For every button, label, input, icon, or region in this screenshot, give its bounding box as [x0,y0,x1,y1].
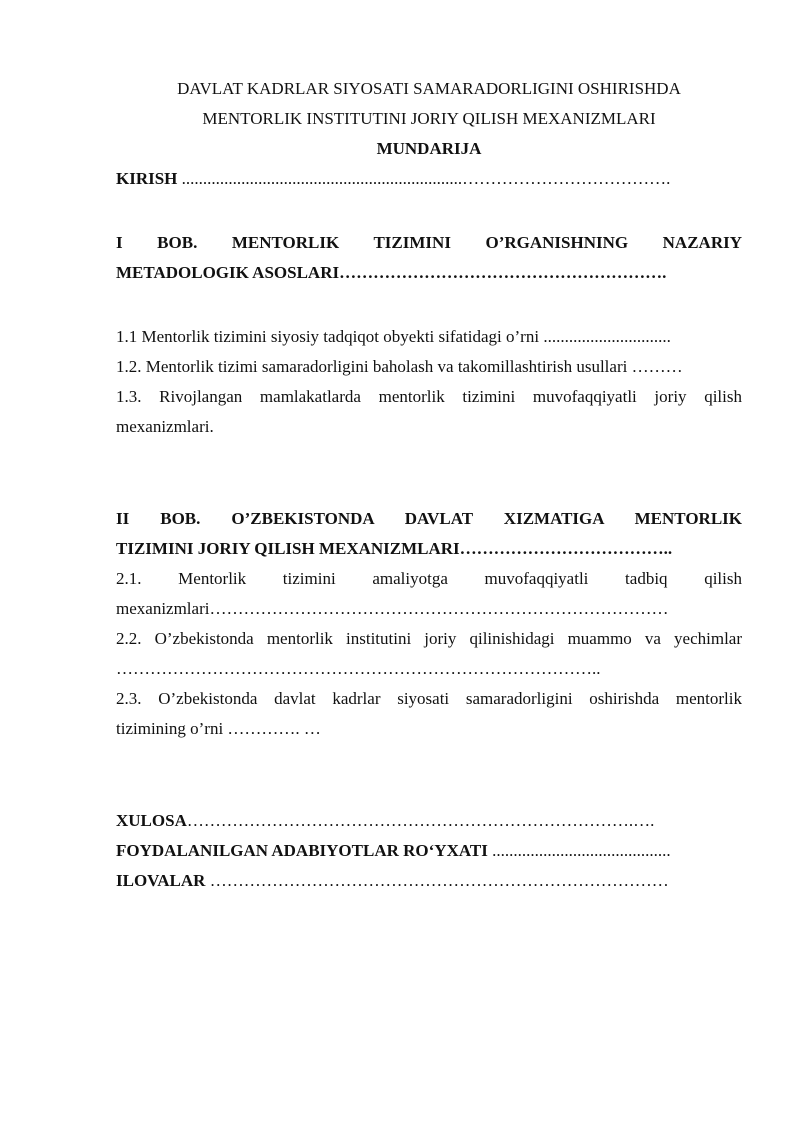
toc-entry-1-3-line-1: 1.3. Rivojlangan mamlakatlarda mentorlik tizimini muvofaqqiyatli joriy qilish [116,387,742,406]
toc-entry-2-2-line-1: 2.2. O’zbekistonda mentorlik institutini joriy qilinishidagi muammo va yechimlar [116,629,742,648]
toc-entry-2-3-line-2: tizimining o’rni …………. … [116,719,321,738]
toc-entry-intro[interactable] [116,164,742,194]
toc-entry-2-3[interactable] [116,684,742,744]
toc-entry-2-1-line-1: 2.1. Mentorlik tizimini amaliyotga muvofaqqiyatli tadbiq qilish [116,569,742,588]
toc-entry-2-3-line-1: 2.3. O’zbekistonda davlat kadrlar siyosati samaradorligini oshirishda mentorlik [116,689,742,708]
toc-entry-appendix[interactable] [116,866,742,896]
chapter-1-title-line-2: METADOLOGIK ASOSLARI…………………………………………………. [116,263,667,282]
appendix-leader: ……………………………………………………………………… [205,871,669,890]
document-title [116,74,742,164]
toc-entry-1-1[interactable]: 1.1 Mentorlik tizimini siyosiy tadqiqot obyekti sifatidagi o’rni .............................. [116,327,671,346]
chapter-2-title-line-1: II BOB. O’ZBEKISTONDA DAVLAT XIZMATIGA MENTORLIK [116,509,742,528]
chapter-1-title-line-1: I BOB. MENTORLIK TIZIMINI O’RGANISHNING NAZARIY [116,233,742,252]
toc-entry-2-2-line-2: ………………………………………………………………………….. [116,659,601,678]
intro-leader: ..................................................................………………………………. [177,169,671,188]
toc-entry-2-2[interactable] [116,624,742,684]
chapter-2-title-line-2: TIZIMINI JORIY QILISH MEXANIZMLARI……………………………….. [116,539,673,558]
toc-entry-references[interactable] [116,836,742,866]
toc-entry-2-1[interactable] [116,564,742,624]
intro-label: KIRISH [116,169,178,188]
toc-entry-1-3-line-2: mexanizmlari. [116,417,214,436]
toc-entry-1-3[interactable] [116,382,742,442]
appendix-label: ILOVALAR [116,871,206,890]
toc-entry-chapter-2[interactable] [116,504,742,564]
toc-entry-conclusion[interactable] [116,806,742,836]
references-leader: .......................................... [487,841,671,860]
title-line-1: DAVLAT KADRLAR SIYOSATI SAMARADORLIGINI OSHIRISHDA [177,79,681,98]
contents-heading: MUNDARIJA [376,139,482,158]
title-line-2: MENTORLIK INSTITUTINI JORIY QILISH MEXANIZMLARI [202,109,656,128]
toc-entry-1-2[interactable]: 1.2. Mentorlik tizimi samaradorligini baholash va takomillashtirish usullari ……… [116,357,683,376]
toc-entry-2-1-line-2: mexanizmlari……………………………………………………………………… [116,599,669,618]
references-label: FOYDALANILGAN ADABIYOTLAR RO‘YXATI [116,841,488,860]
toc-entry-chapter-1[interactable] [116,228,742,288]
document-page [116,74,742,896]
conclusion-leader: …………………………………………………………………….…. [186,811,655,830]
conclusion-label: XULOSA [116,811,187,830]
